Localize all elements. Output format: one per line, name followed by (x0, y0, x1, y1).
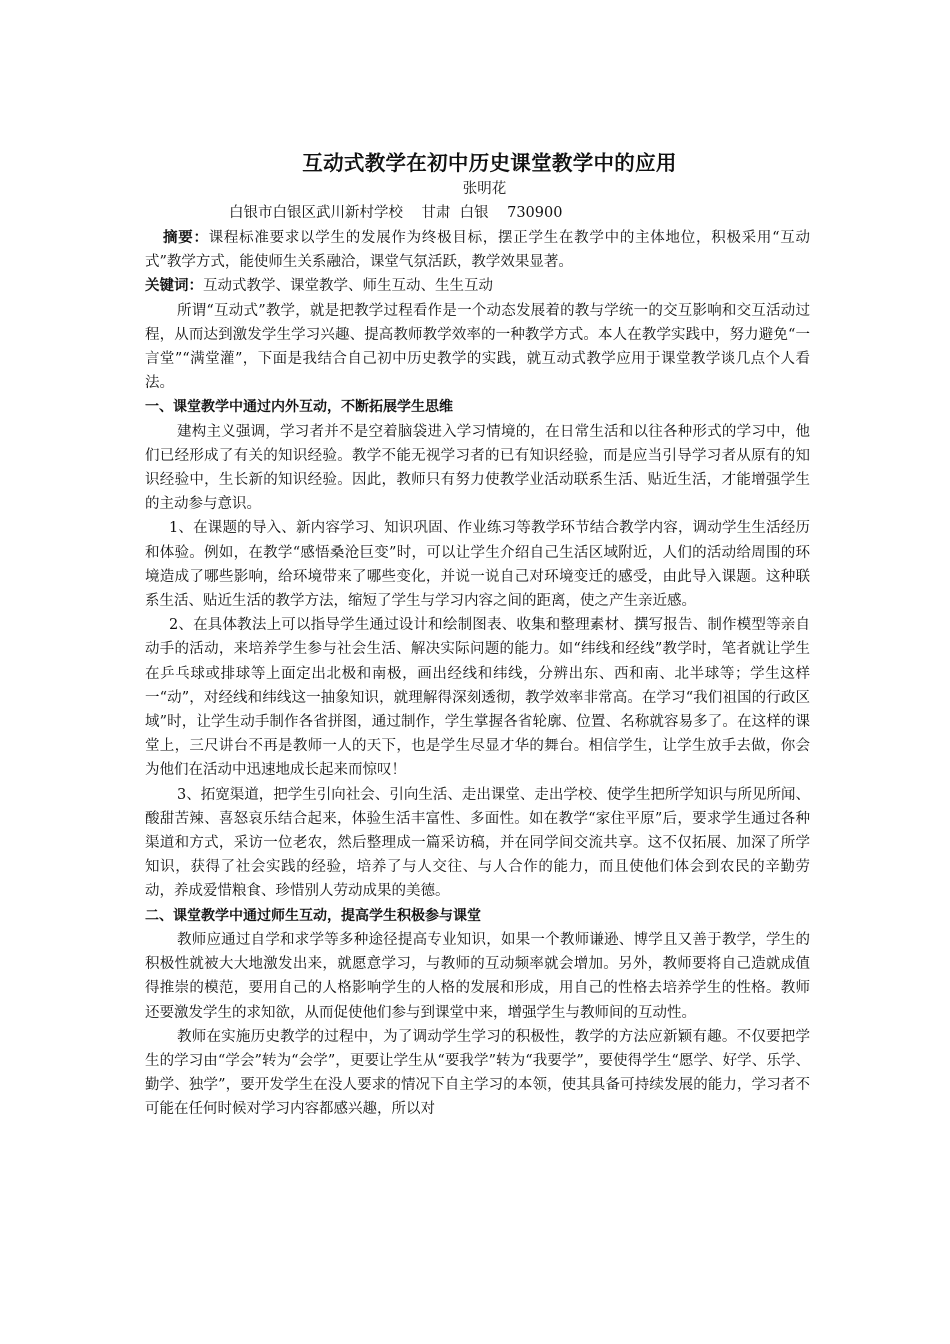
abstract (145, 226, 810, 274)
section-2-heading: 二、课堂教学中通过师生互动，提高学生积极参与课堂 (145, 907, 481, 924)
section-1-paragraph-4: 3、拓宽渠道，把学生引向社会、引向生活、走出课堂、走出学校、使学生把所学知识与所见所闻、酸甜苦辣、喜怒哀乐结合起来，体验生活丰富性、多面性。如在教学“家住平原”后，要求学生通过各种渠道和方式，采访一位老农，然后整理成一篇采访稿，并在同学间交流共享。这不仅拓展、加深了所学知识，获得了社会实践的经验，培养了与人交往、与人合作的能力，而且使他们体会到农民的辛勤劳动，养成爱惜粮食、珍惜别人劳动成果的美德。 (145, 786, 810, 900)
section-1-heading: 一、课堂教学中通过内外互动，不断拓展学生思维 (145, 399, 453, 416)
document-page (145, 148, 810, 1122)
abstract-label: 摘要： (163, 230, 209, 246)
keywords-label: 关键词： (145, 278, 203, 295)
section-2-paragraph-1: 教师应通过自学和求学等多种途径提高专业知识，如果一个教师谦逊、博学且又善于教学，学生的积极性就被大大地激发出来，就愿意学习，与教师的互动频率就会增加。另外，教师要将自己造就成值得推崇的模范，要用自己的人格影响学生的人格的发展和形成，用自己的性格去培养学生的性格。教师还要激发学生的求知欲，从而促使他们参与到课堂中来，增强学生与教师间的互动性。 (145, 931, 810, 1021)
keywords-text: 互动式教学、课堂教学、师生互动、生生互动 (203, 278, 493, 295)
author-affiliation: 白银市白银区武川新村学校 甘肃 白银 730900 (229, 205, 563, 221)
abstract-text: 课程标准要求以学生的发展作为终极目标，摆正学生在教学中的主体地位，积极采用“互动式”教学方式，能使师生关系融洽，课堂气氛活跃，教学效果显著。 (145, 230, 810, 271)
author-name: 张明花 (462, 181, 507, 197)
section-1-paragraph-2: 1、在课题的导入、新内容学习、知识巩固、作业练习等教学环节结合教学内容，调动学生生活经历和体验。例如，在教学“感悟桑沧巨变”时，可以让学生介绍自己生活区域附近，人们的活动给周围的环境造成了哪些影响，给环境带来了哪些变化，并说一说自己对环境变迁的感受，由此导入课题。这种联系生活、贴近生活的教学方法，缩短了学生与学习内容之间的距离，使之产生亲近感。 (145, 520, 810, 610)
intro-paragraph: 所谓“互动式”教学，就是把教学过程看作是一个动态发展着的教与学统一的交互影响和交互活动过程，从而达到激发学生学习兴趣、提高教师教学效率的一种教学方式。本人在教学实践中，努力避免“一言堂”“满堂灌”，下面是我结合自己初中历史教学的实践，就互动式教学应用于课堂教学谈几点个人看法。 (145, 302, 810, 392)
paper-title: 互动式教学在初中历史课堂教学中的应用 (302, 151, 677, 175)
section-2-paragraph-2: 教师在实施历史教学的过程中，为了调动学生学习的积极性，教学的方法应新颖有趣。不仅要把学生的学习由“学会”转为“会学”，更要让学生从“要我学”转为“我要学”，要使得学生“愿学、好学、乐学、勤学、独学”，要开发学生在没人要求的情况下自主学习的本领，使其具备可持续发展的能力，学习者不可能在任何时候对学习内容都感兴趣，所以对 (145, 1028, 810, 1118)
section-1-paragraph-3: 2、在具体教法上可以指导学生通过设计和绘制图表、收集和整理素材、撰写报告、制作模型等亲自动手的活动，来培养学生参与社会生活、解决实际问题的能力。如“纬线和经线”教学时，笔者就让学生在乒乓球或排球等上面定出北极和南极，画出经线和纬线，分辨出东、西和南、北半球等；学生这样一“动”，对经线和纬线这一抽象知识，就理解得深刻透彻，教学效率非常高。在学习“我们祖国的行政区域”时，让学生动手制作各省拼图，通过制作，学生掌握各省轮廓、位置、名称就容易多了。在这样的课堂上，三尺讲台不再是教师一人的天下，也是学生尽显才华的舞台。相信学生，让学生放手去做，你会为他们在活动中迅速地成长起来而惊叹！ (145, 617, 810, 779)
keywords (145, 274, 810, 298)
section-1-paragraph-1: 建构主义强调，学习者并不是空着脑袋进入学习情境的，在日常生活和以往各种形式的学习中，他们已经形成了有关的知识经验。教学不能无视学习者的已有知识经验，而是应当引导学习者从原有的知识经验中，生长新的知识经验。因此，教师只有努力使教学业活动联系生活、贴近生活，才能增强学生的主动参与意识。 (145, 423, 810, 513)
